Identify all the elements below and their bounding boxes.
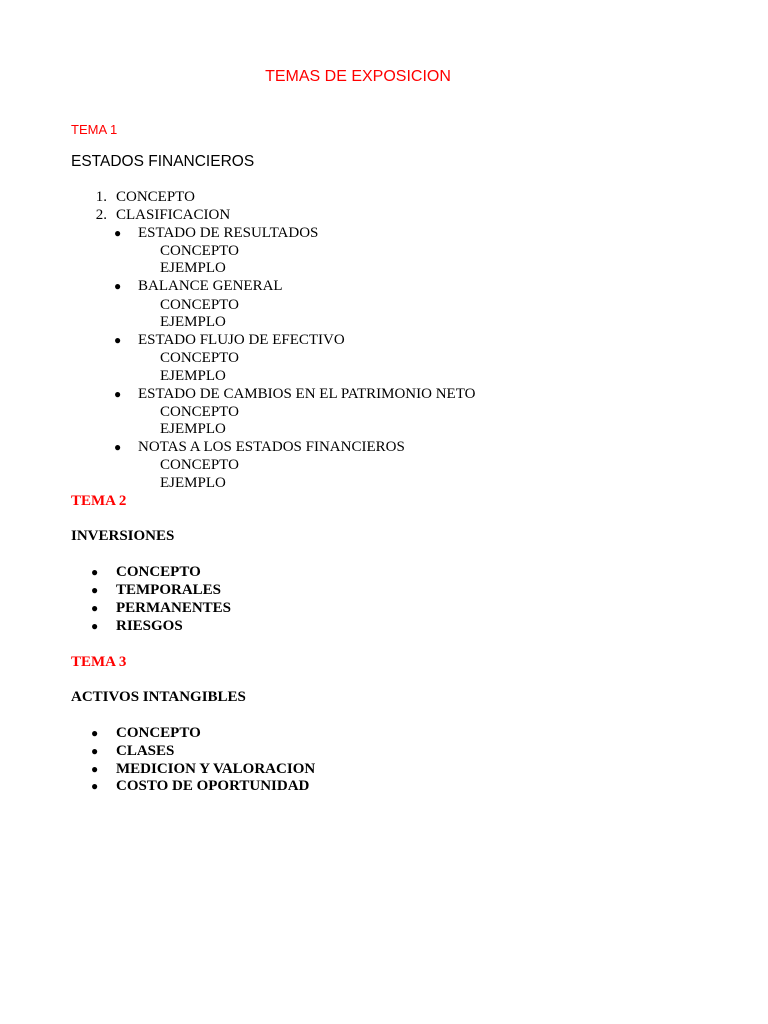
statement-sub-item: EJEMPLO — [160, 368, 226, 384]
document-title: TEMAS DE EXPOSICION — [265, 68, 451, 85]
statement-sub-item: CONCEPTO — [160, 297, 239, 313]
list-item: CONCEPTO — [116, 189, 195, 205]
bullet-icon: ● — [91, 762, 99, 776]
tema2-heading: INVERSIONES — [71, 528, 175, 544]
bullet-icon: ● — [91, 601, 99, 615]
bullet-icon: ● — [91, 726, 99, 740]
tema1-heading: ESTADOS FINANCIEROS — [71, 153, 255, 170]
list-item: MEDICION Y VALORACION — [116, 761, 316, 777]
statement-sub-item: CONCEPTO — [160, 404, 239, 420]
statement-sub-item: EJEMPLO — [160, 421, 226, 437]
statement-sub-item: EJEMPLO — [160, 475, 226, 491]
tema3-label: TEMA 3 — [71, 654, 127, 670]
tema2-label: TEMA 2 — [71, 493, 127, 509]
bullet-icon: ● — [91, 565, 99, 579]
list-item: CLASIFICACION — [116, 207, 231, 223]
tema3-heading: ACTIVOS INTANGIBLES — [71, 689, 246, 705]
bullet-icon: ● — [114, 387, 122, 401]
statement-name: ESTADO FLUJO DE EFECTIVO — [138, 332, 345, 348]
statement-name: ESTADO DE RESULTADOS — [138, 225, 319, 241]
bullet-icon: ● — [91, 583, 99, 597]
bullet-icon: ● — [114, 279, 122, 293]
bullet-icon: ● — [91, 779, 99, 793]
list-marker: 1. — [95, 189, 107, 205]
list-item: CLASES — [116, 743, 175, 759]
list-item: CONCEPTO — [116, 725, 201, 741]
list-item: CONCEPTO — [116, 564, 201, 580]
statement-sub-item: CONCEPTO — [160, 243, 239, 259]
statement-sub-item: EJEMPLO — [160, 260, 226, 276]
statement-name: BALANCE GENERAL — [138, 278, 283, 294]
statement-sub-item: CONCEPTO — [160, 457, 239, 473]
list-item: RIESGOS — [116, 618, 183, 634]
statement-sub-item: EJEMPLO — [160, 314, 226, 330]
list-item: TEMPORALES — [116, 582, 222, 598]
list-marker: 2. — [95, 207, 107, 223]
bullet-icon: ● — [114, 226, 122, 240]
statement-name: NOTAS A LOS ESTADOS FINANCIEROS — [138, 439, 405, 455]
bullet-icon: ● — [91, 744, 99, 758]
tema1-label: TEMA 1 — [71, 122, 118, 137]
list-item: COSTO DE OPORTUNIDAD — [116, 778, 310, 794]
bullet-icon: ● — [114, 440, 122, 454]
list-item: PERMANENTES — [116, 600, 232, 616]
statement-name: ESTADO DE CAMBIOS EN EL PATRIMONIO NETO — [138, 386, 476, 402]
bullet-icon: ● — [114, 333, 122, 347]
bullet-icon: ● — [91, 619, 99, 633]
statement-sub-item: CONCEPTO — [160, 350, 239, 366]
